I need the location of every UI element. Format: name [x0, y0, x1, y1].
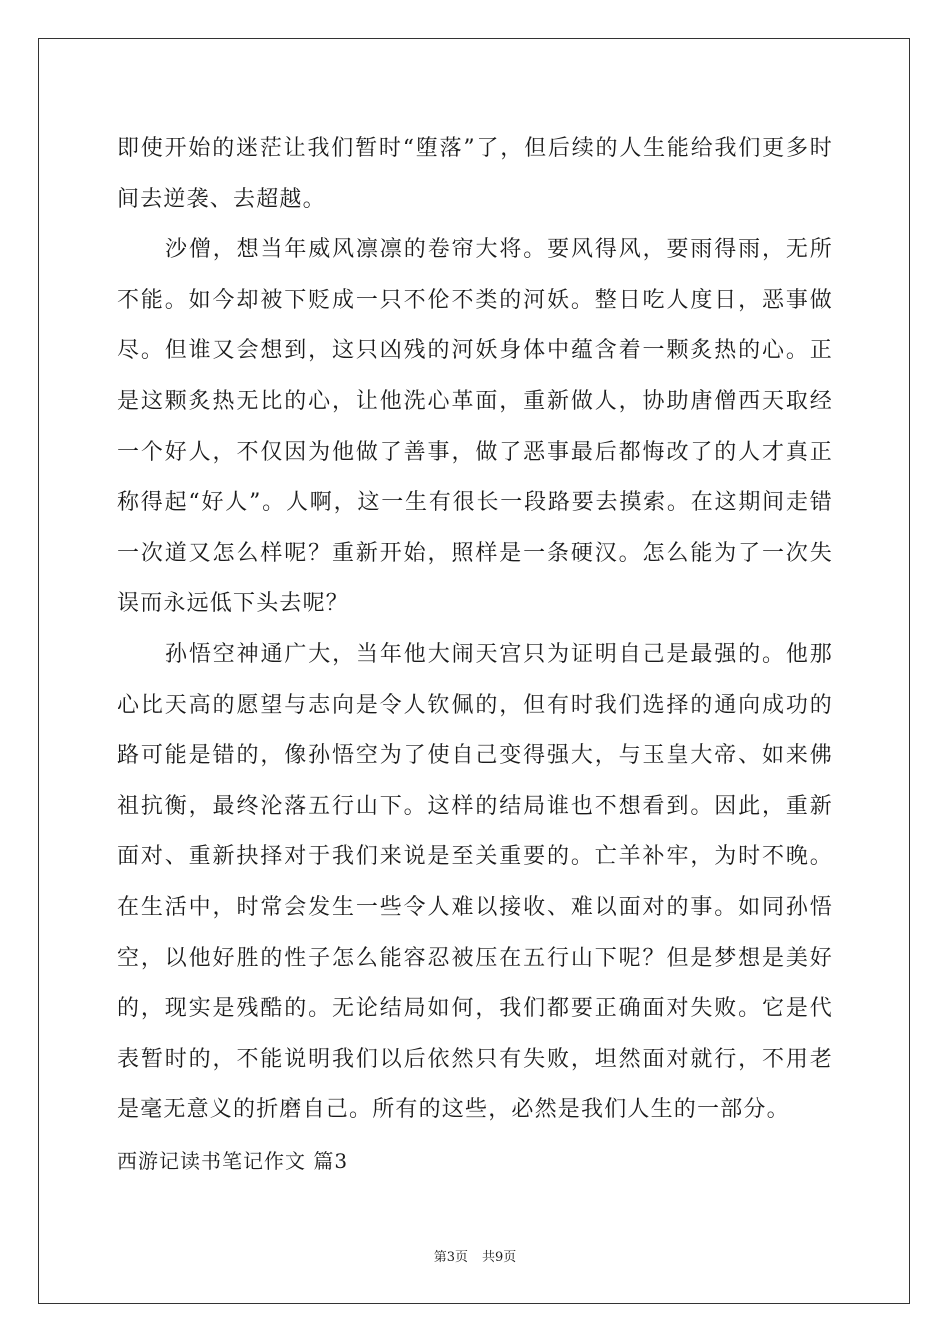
- document-body: [117, 124, 833, 1186]
- paragraph-sha-seng: 沙僧，想当年威风凛凛的卷帘大将。要风得风，要雨得雨，无所不能。如今却被下贬成一只不伦不类的河妖。整日吃人度日，恶事做尽。但谁又会想到，这只凶残的河妖身体中蕴含着一颗炙热的心。正是这颗炙热无比的心，让他洗心革面，重新做人，协助唐僧西天取经一个好人，不仅因为他做了善事，做了恶事最后都悔改了的人才真正称得起“好人”。人啊，这一生有很长一段路要去摸索。在这期间走错一次道又怎么样呢？重新开始，照样是一条硬汉。怎么能为了一次失误而永远低下头去呢？: [117, 237, 833, 617]
- paragraph-continuation: 即使开始的迷茫让我们暂时“堕落”了，但后续的人生能给我们更多时间去逆袭、去超越。: [117, 136, 833, 212]
- page-number: 第3页: [433, 1250, 468, 1265]
- page-total: 共9页: [482, 1250, 517, 1265]
- page-footer: [0, 1246, 950, 1265]
- paragraph-sun-wukong: 孙悟空神通广大，当年他大闹天宫只为证明自己是最强的。他那心比天高的愿望与志向是令人钦佩的，但有时我们选择的通向成功的路可能是错的，像孙悟空为了使自己变得强大，与玉皇大帝、如来佛祖抗衡，最终沦落五行山下。这样的结局谁也不想看到。因此，重新面对、重新抉择对于我们来说是至关重要的。亡羊补牢，为时不晚。在生活中，时常会发生一些令人难以接收、难以面对的事。如同孙悟空，以他好胜的性子怎么能容忍被压在五行山下呢？但是梦想是美好的，现实是残酷的。无论结局如何，我们都要正确面对失败。它是代表暂时的，不能说明我们以后依然只有失败，坦然面对就行，不用老是毫无意义的折磨自己。所有的这些，必然是我们人生的一部分。: [117, 641, 833, 1123]
- section-heading: 西游记读书笔记作文 篇3: [117, 1148, 349, 1173]
